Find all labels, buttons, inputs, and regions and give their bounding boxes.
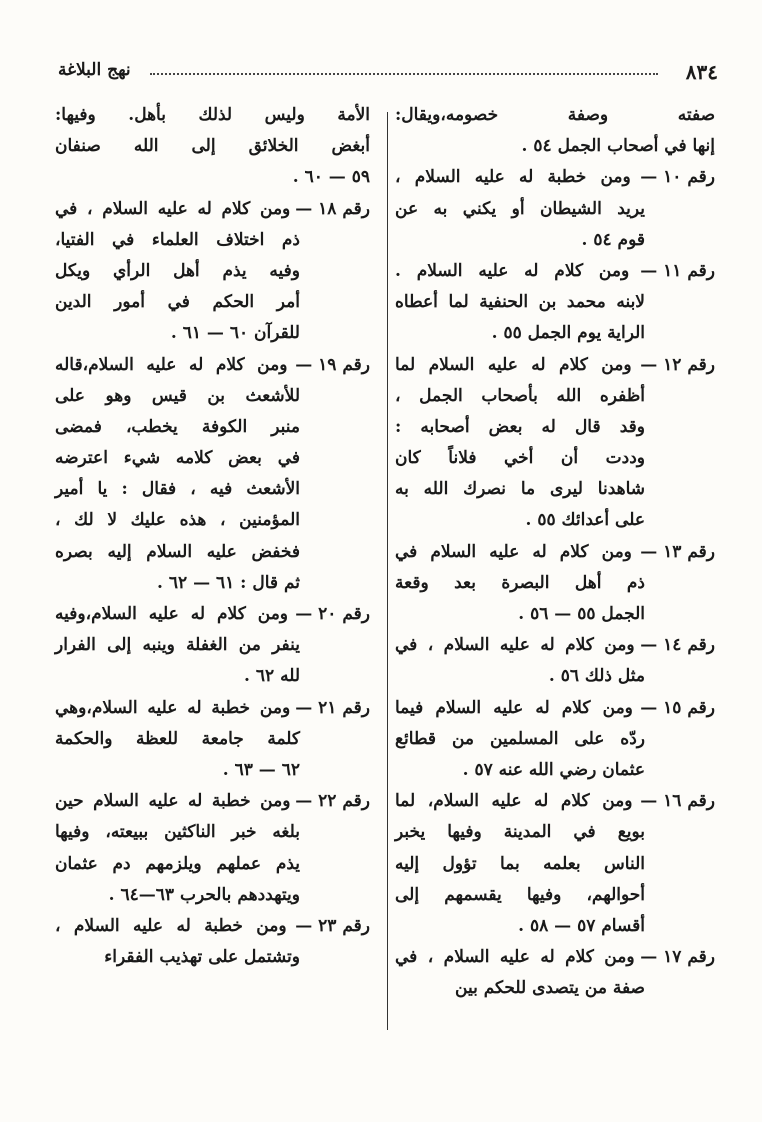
entry-line — [395, 661, 715, 692]
entry-text: ومن كلام له عليه السلام ، في — [55, 198, 291, 219]
entry-text: كلمة جامعة للعظة والحكمة — [55, 728, 300, 749]
entry-line — [395, 849, 715, 880]
entry-line — [55, 100, 370, 131]
entry-line — [395, 755, 715, 786]
entry-text: للقرآن ٦٠ — ٦١ . — [170, 323, 300, 344]
entry-number: رقم ٢١ — — [295, 697, 370, 718]
entry-text: يريد الشيطان أو يكني به عن — [395, 198, 645, 219]
entry-text: قوم ٥٤ . — [581, 229, 645, 250]
entry-line — [55, 443, 370, 474]
entry-text: إنها في أصحاب الجمل ٥٤ . — [521, 136, 715, 157]
entry-text: ثم قال : ٦١ — ٦٢ . — [157, 572, 300, 593]
entry-line — [55, 630, 370, 661]
entry-text: لله ٦٢ . — [244, 666, 300, 687]
entry-line — [395, 194, 715, 225]
entry-line — [395, 131, 715, 162]
index-entry — [395, 162, 715, 256]
entry-text: وتشتمل على تهذيب الفقراء — [104, 947, 300, 968]
index-entry — [55, 100, 370, 194]
entry-text: يذم عملهم ويلزمهم دم عثمان — [55, 853, 300, 874]
entry-line — [395, 942, 715, 973]
entry-text: ومن كلام له عليه السلام لما — [395, 354, 632, 375]
entry-text: ذم أهل البصرة بعد وقعة — [395, 572, 645, 593]
entry-number: رقم ٢٣ — — [295, 915, 370, 936]
entry-text: مثل ذلك ٥٦ . — [548, 666, 645, 687]
entry-text: وقد قال له بعض أصحابه : — [395, 416, 645, 437]
entry-line — [395, 630, 715, 661]
entry-text: أظفره الله بأصحاب الجمل ، — [395, 385, 645, 406]
index-column-right — [395, 100, 715, 1004]
entry-line — [395, 381, 715, 412]
entry-text: أمر الحكم في أمور الدين — [55, 292, 300, 313]
index-entry — [55, 350, 370, 600]
entry-line — [395, 724, 715, 755]
entry-number: رقم ١٨ — — [295, 198, 371, 219]
index-entry — [395, 256, 715, 350]
entry-number: رقم ١٧ — — [640, 947, 715, 968]
entry-number: رقم ١٩ — — [295, 354, 371, 375]
entry-line — [55, 849, 370, 880]
entry-number: رقم ١٤ — — [640, 635, 715, 656]
entry-text: ذم اختلاف العلماء في الفتيا، — [55, 229, 300, 250]
entry-text: الأشعث فيه ، فقال : يا أمير — [55, 479, 300, 500]
index-entry — [395, 693, 715, 787]
entry-text: صفة من يتصدى للحكم بين — [455, 978, 645, 999]
entry-line — [395, 505, 715, 536]
entry-number: رقم ٢٠ — — [295, 604, 371, 624]
entry-line — [55, 131, 370, 162]
entry-line — [55, 661, 370, 692]
entry-text: للأشعث بن قيس وهو على — [55, 385, 300, 406]
entry-line — [395, 973, 715, 1004]
entry-text: ويتهددهم بالحرب ٦٣—٦٤ . — [108, 884, 300, 905]
entry-text: ومن خطبة له عليه السلام ، — [55, 915, 287, 936]
book-title: نهج البلاغة — [58, 60, 131, 80]
entry-text: الناس بعلمه بما تؤول إليه — [395, 853, 645, 874]
entry-number: رقم ٢٢ — — [295, 791, 370, 812]
entry-number: رقم ١٥ — — [640, 697, 716, 718]
entry-number: رقم ١٠ — — [640, 167, 715, 188]
entry-number: رقم ١٢ — — [640, 354, 715, 375]
entry-line — [55, 194, 370, 225]
entry-line — [395, 693, 715, 724]
entry-number: رقم ١٦ — — [640, 791, 715, 812]
entry-text: ومن خطبة له عليه السلام،وهي — [55, 697, 291, 718]
entry-line — [55, 287, 370, 318]
index-entry — [395, 350, 715, 537]
entry-line — [395, 880, 715, 911]
entry-text: على أعدائك ٥٥ . — [525, 510, 645, 531]
entry-text: ٥٩ — ٦٠ . — [292, 167, 370, 188]
entry-line — [55, 162, 370, 193]
entry-line — [55, 942, 370, 973]
entry-text: ومن كلام له عليه السلام ، في — [395, 947, 635, 968]
entry-text: بلغه خبر الناكثين ببيعته، وفيها — [55, 822, 300, 843]
index-entry — [55, 599, 370, 693]
entry-line — [395, 537, 715, 568]
index-entry — [55, 194, 370, 350]
entry-text: منبر الكوفة يخطب، فمضى — [55, 416, 300, 437]
entry-line — [55, 755, 370, 786]
index-entry — [395, 537, 715, 631]
entry-text: الأمة وليس لذلك بأهل. وفيها: — [55, 105, 370, 125]
entry-line — [395, 287, 715, 318]
entry-text: في بعض كلامه شيء اعترضه — [55, 448, 300, 469]
entry-text: ومن خطبة له عليه السلام ، — [395, 167, 631, 188]
header-dotted-rule — [150, 73, 658, 75]
entry-line — [55, 474, 370, 505]
index-entry — [395, 100, 715, 162]
index-column-left — [55, 100, 370, 973]
entry-line — [395, 911, 715, 942]
entry-text: بويع في المدينة وفيها يخبر — [395, 822, 645, 843]
index-entry — [55, 786, 370, 911]
entry-text: ومن كلام له عليه السلام في — [395, 541, 632, 562]
entry-line — [395, 350, 715, 381]
page-header — [58, 60, 718, 88]
entry-line — [55, 412, 370, 443]
entry-line — [395, 162, 715, 193]
entry-text: ومن كلام له عليه السلام . — [395, 260, 630, 281]
entry-line — [395, 568, 715, 599]
entry-line — [55, 537, 370, 568]
index-entry — [55, 693, 370, 787]
entry-text: وفيه يذم أهل الرأي ويكل — [55, 260, 300, 281]
entry-line — [55, 256, 370, 287]
entry-line — [55, 225, 370, 256]
entry-text: أقسام ٥٧ — ٥٨ . — [518, 915, 645, 936]
entry-text: ومن كلام له عليه السلام،قاله — [55, 354, 288, 375]
entry-line — [55, 381, 370, 412]
entry-text: وددت أن أخي فلاناً كان — [395, 448, 645, 469]
index-entry — [395, 786, 715, 942]
entry-text: ومن خطبة له عليه السلام حين — [55, 791, 291, 812]
entry-text: ومن كلام له عليه السلام ، في — [395, 635, 635, 656]
entry-text: لابنه محمد بن الحنفية لما أعطاه — [395, 292, 645, 313]
entry-line — [395, 599, 715, 630]
entry-line — [55, 318, 370, 349]
entry-number: رقم ١٣ — — [640, 541, 715, 562]
entry-text: ومن كلام له عليه السلام، لما — [395, 791, 633, 812]
entry-text: الراية يوم الجمل ٥٥ . — [491, 323, 645, 344]
entry-line — [395, 318, 715, 349]
entry-line — [395, 412, 715, 443]
entry-line — [395, 786, 715, 817]
entry-line — [55, 724, 370, 755]
entry-text: ينفر من الغفلة وينبه إلى الفرار — [55, 635, 300, 656]
entry-number: رقم ١١ — — [640, 260, 716, 281]
entry-text: أبغض الخلائق إلى الله صنفان — [55, 136, 370, 157]
index-entry — [395, 630, 715, 692]
index-entry — [55, 911, 370, 973]
entry-line — [395, 100, 715, 131]
entry-text: الجمل ٥٥ — ٥٦ . — [518, 604, 645, 624]
entry-text: أحوالهم، وفيها يقسمهم إلى — [395, 884, 645, 905]
entry-line — [395, 443, 715, 474]
entry-line — [55, 599, 370, 630]
page-number: ٨٣٤ — [685, 60, 718, 84]
entry-text: شاهدنا ليرى ما نصرك الله به — [395, 479, 645, 500]
index-entry — [395, 942, 715, 1004]
entry-line — [395, 817, 715, 848]
entry-line — [55, 693, 370, 724]
entry-line — [55, 568, 370, 599]
entry-text: ردّه على المسلمين من قطائع — [395, 728, 645, 749]
entry-text: المؤمنين ، هذه عليك لا لك ، — [55, 510, 300, 531]
column-divider — [387, 112, 388, 1030]
entry-line — [395, 256, 715, 287]
entry-line — [55, 880, 370, 911]
entry-line — [55, 350, 370, 381]
entry-text: ومن كلام له عليه السلام فيما — [395, 697, 633, 718]
entry-line — [55, 505, 370, 536]
entry-text: ومن كلام له عليه السلام،وفيه — [55, 604, 289, 624]
entry-line — [395, 225, 715, 256]
entry-line — [55, 817, 370, 848]
entry-text: صفته وصفة خصومه،ويقال: — [395, 105, 715, 125]
entry-line — [395, 474, 715, 505]
entry-text: فخفض عليه السلام إليه بصره — [55, 541, 300, 562]
entry-text: عثمان رضي الله عنه ٥٧ . — [462, 759, 645, 780]
entry-line — [55, 911, 370, 942]
entry-text: ٦٢ — ٦٣ . — [222, 759, 300, 780]
entry-line — [55, 786, 370, 817]
